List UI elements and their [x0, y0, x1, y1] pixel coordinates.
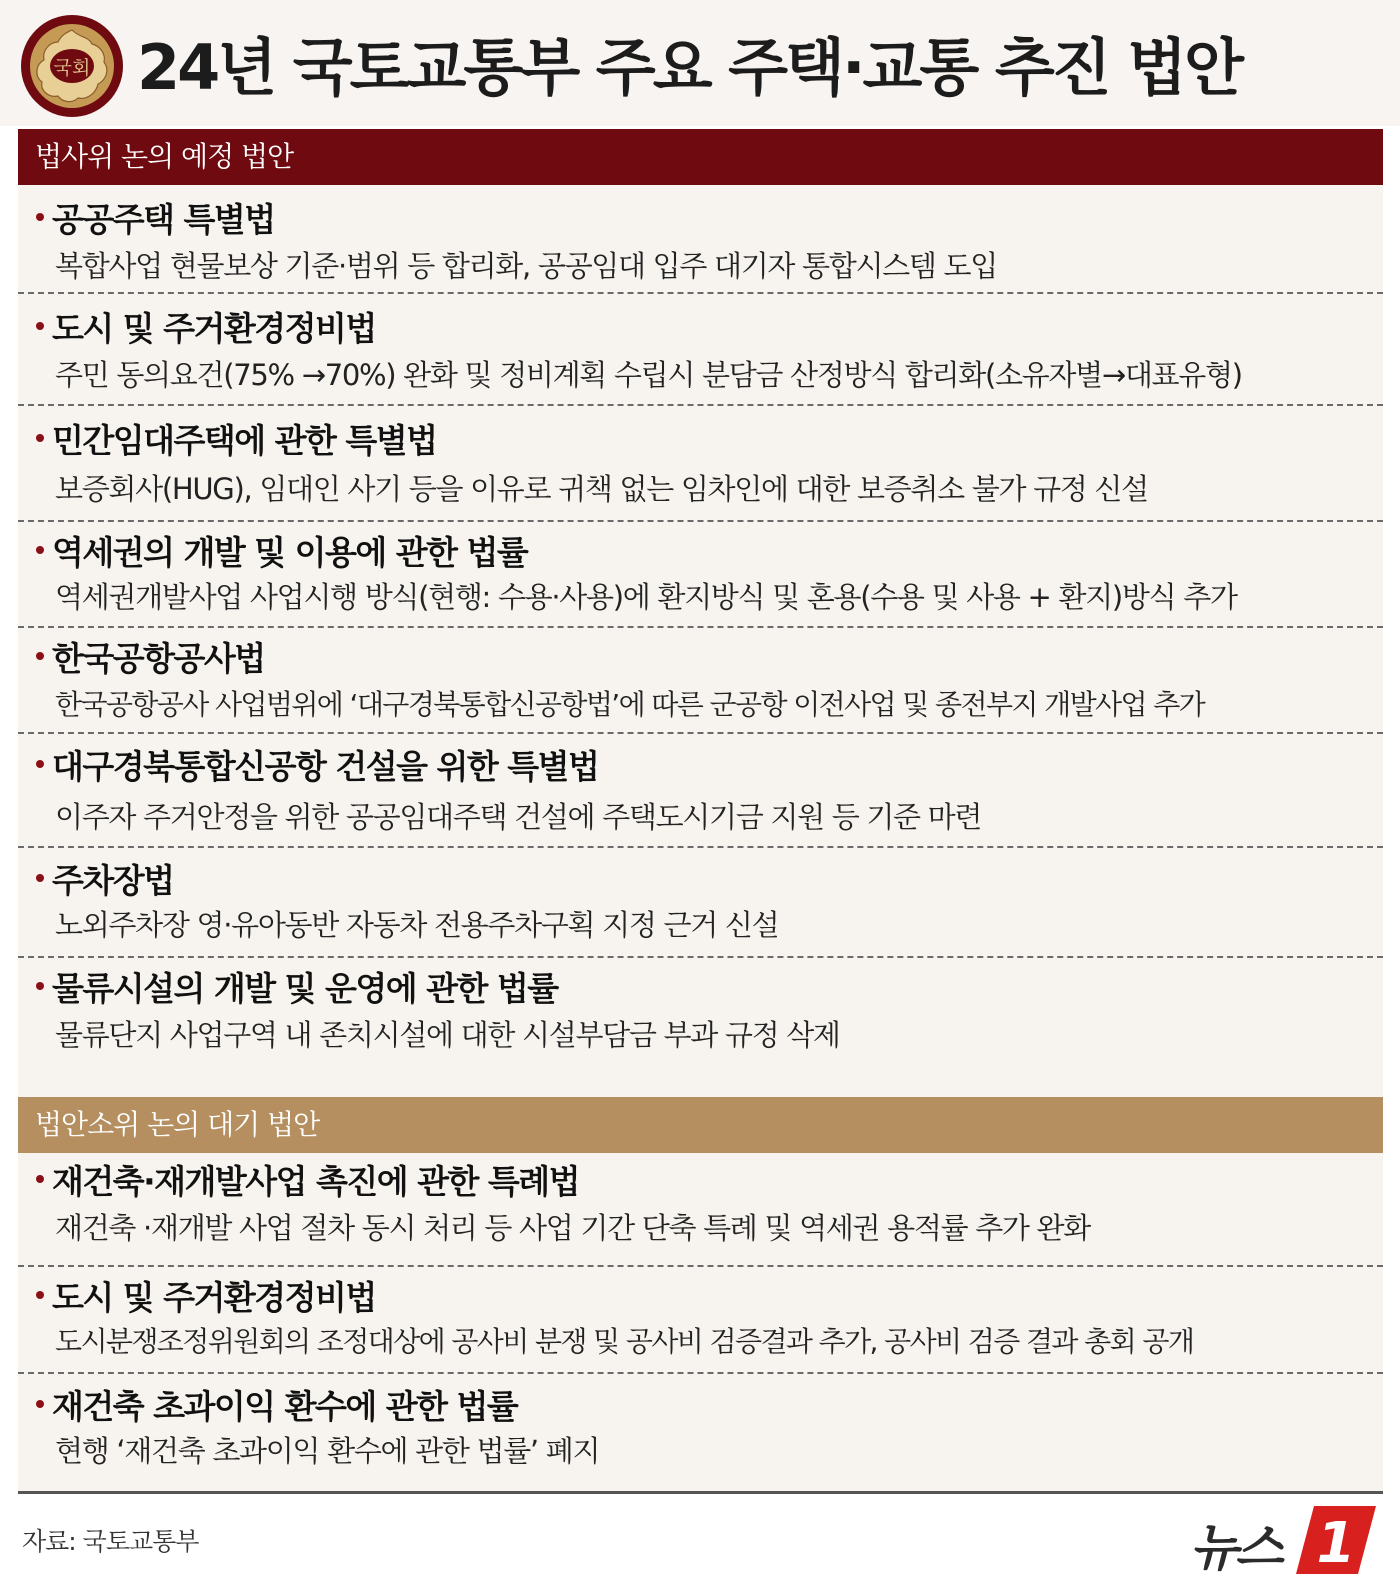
- bullet-icon: [36, 874, 44, 882]
- list-item: [18, 294, 1383, 404]
- list-item: [18, 734, 1383, 848]
- bullet-icon: [36, 434, 44, 442]
- list-item: [18, 958, 1383, 1088]
- bullet-icon: [36, 982, 44, 990]
- bullet-icon: [36, 760, 44, 768]
- news1-logo: [1190, 1500, 1380, 1580]
- bullet-icon: [36, 1400, 44, 1408]
- bullet-icon: [36, 652, 44, 660]
- section-legislation-committee-list: [18, 185, 1383, 1097]
- source-note: 자료: 국토교통부: [22, 1527, 199, 1556]
- list-item: [18, 406, 1383, 520]
- logo-text: 뉴스: [1190, 1519, 1281, 1577]
- list-item: [18, 185, 1383, 293]
- header: [0, 0, 1400, 126]
- bill-description: 물류단지 사업구역 내 존치시설에 대한 시설부담금 부과 규정 삭제: [55, 1018, 840, 1052]
- bill-description: 노외주차장 영·유아동반 자동차 전용주차구획 지정 근거 신설: [55, 908, 779, 942]
- bullet-icon: [36, 322, 44, 330]
- bill-title: 재건축 초과이익 환수에 관한 법률: [52, 1387, 518, 1426]
- list-item: [18, 522, 1383, 626]
- footer-divider: [18, 1491, 1383, 1494]
- bill-title: 재건축·재개발사업 촉진에 관한 특례법: [52, 1162, 580, 1201]
- national-assembly-emblem-icon: [20, 14, 124, 118]
- section-header-bill-subcommittee: 법안소위 논의 대기 법안: [18, 1097, 1383, 1153]
- bill-description: 도시분쟁조정위원회의 조정대상에 공사비 분쟁 및 공사비 검증결과 추가, 공사비 검증 결과 총회 공개: [55, 1325, 1194, 1358]
- emblem-text: 국회: [53, 57, 91, 79]
- list-item: [18, 1153, 1383, 1265]
- bill-title: 대구경북통합신공항 건설을 위한 특별법: [52, 747, 599, 786]
- bill-title: 공공주택 특별법: [52, 200, 275, 239]
- list-item: [18, 1267, 1383, 1373]
- bill-description: 보증회사(HUG), 임대인 사기 등을 이유로 귀책 없는 임차인에 대한 보증취소 불가 규정 신설: [55, 472, 1148, 506]
- logo-number-badge-icon: [1292, 1500, 1378, 1580]
- bullet-icon: [36, 213, 44, 221]
- bill-description: 현행 ‘재건축 초과이익 환수에 관한 법률’ 폐지: [55, 1434, 600, 1468]
- bill-title: 주차장법: [52, 861, 174, 900]
- bullet-icon: [36, 1175, 44, 1183]
- bill-description: 복합사업 현물보상 기준·범위 등 합리화, 공공임대 입주 대기자 통합시스템 도입: [55, 249, 997, 283]
- bill-title: 도시 및 주거환경정비법: [52, 1278, 376, 1317]
- bill-title: 물류시설의 개발 및 운영에 관한 법률: [52, 969, 558, 1008]
- section-header-legislation-committee: 법사위 논의 예정 법안: [18, 129, 1383, 185]
- bill-description: 주민 동의요건(75% →70%) 완화 및 정비계획 수립시 분담금 산정방식 합리화(소유자별→대표유형): [55, 358, 1242, 392]
- bill-description: 이주자 주거안정을 위한 공공임대주택 건설에 주택도시기금 지원 등 기준 마련: [55, 800, 982, 834]
- list-item: [18, 628, 1383, 732]
- section-bill-subcommittee-list: [18, 1153, 1383, 1491]
- bullet-icon: [36, 1291, 44, 1299]
- bill-title: 민간임대주택에 관한 특별법: [52, 421, 437, 460]
- bill-title: 도시 및 주거환경정비법: [52, 309, 376, 348]
- bill-title: 한국공항공사법: [52, 639, 265, 678]
- logo-number: 1: [1316, 1511, 1356, 1576]
- bullet-icon: [36, 546, 44, 554]
- bill-description: 역세권개발사업 사업시행 방식(현행: 수용·사용)에 환지방식 및 혼용(수용 및 사용 + 환지)방식 추가: [55, 580, 1237, 614]
- bill-description: 재건축 ·재개발 사업 절차 동시 처리 등 사업 기간 단축 특례 및 역세권 용적률 추가 완화: [55, 1211, 1090, 1245]
- page-title: 24년 국토교통부 주요 주택·교통 추진 법안: [137, 31, 1242, 104]
- list-item: [18, 1374, 1383, 1491]
- bill-title: 역세권의 개발 및 이용에 관한 법률: [52, 533, 528, 572]
- bill-description: 한국공항공사 사업범위에 ‘대구경북통합신공항법’에 따른 군공항 이전사업 및 종전부지 개발사업 추가: [55, 688, 1205, 721]
- list-item: [18, 848, 1383, 956]
